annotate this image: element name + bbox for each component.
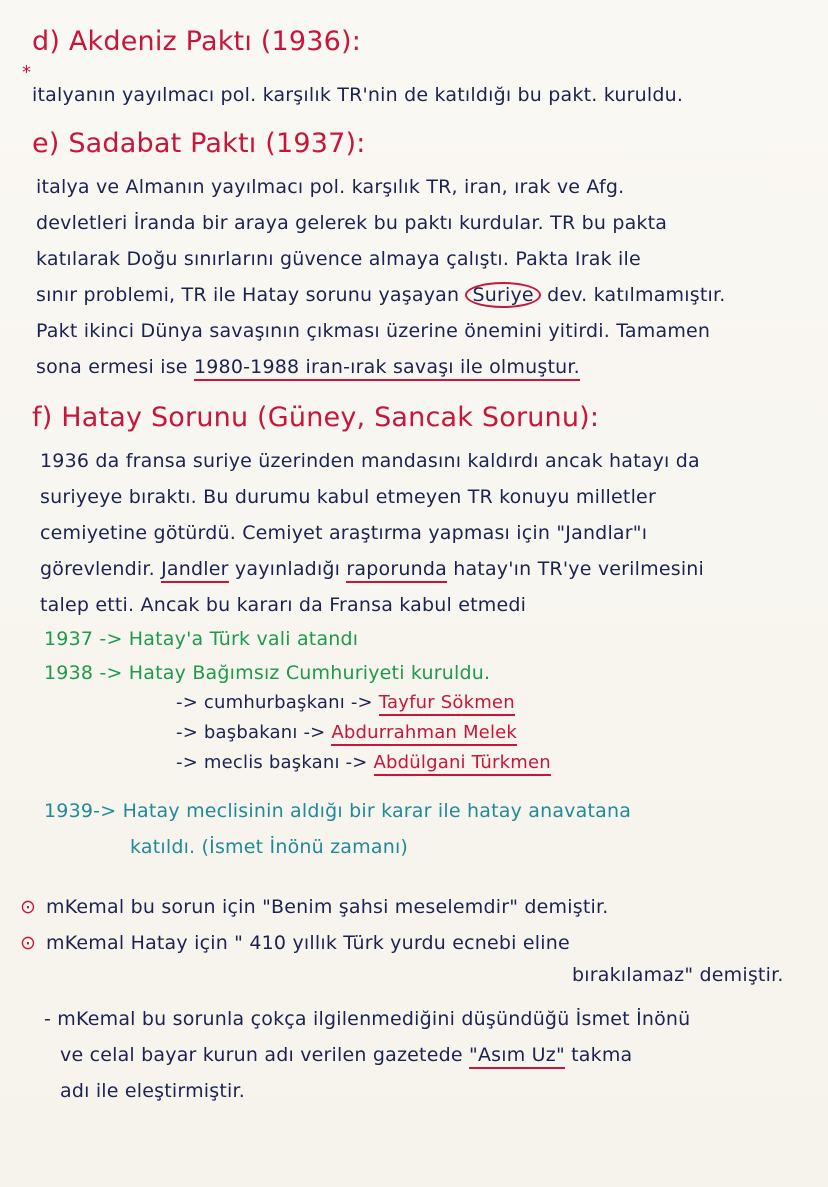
jandler-underlined: Jandler: [161, 558, 229, 583]
official-president-role: -> cumhurbaşkanı ->: [176, 692, 373, 713]
section-f-line-1: 1936 da fransa suriye üzerinden mandasını kaldırdı ancak hatayı da: [40, 450, 700, 472]
section-e-line-4-text: sınır problemi, TR ile Hatay sorunu yaşayan: [36, 284, 460, 306]
section-f-line-4: [40, 558, 704, 580]
note-1: mKemal bu sorun için "Benim şahsi meselemdir" demiştir.: [46, 896, 609, 918]
note-3-line-2: [60, 1044, 632, 1066]
star-mark: *: [22, 62, 32, 83]
section-e-line-2: devletleri İranda bir araya gelerek bu paktı kurdular. TR bu pakta: [36, 212, 668, 234]
year-1939-line-2: katıldı. (İsmet İnönü zamanı): [130, 836, 409, 858]
note-2-mark: ⊙: [20, 932, 37, 954]
asim-uz-underlined: "Asım Uz": [469, 1044, 565, 1069]
note-3-line-3: adı ile eleştirmiştir.: [60, 1080, 245, 1102]
note-3-line-2-post: takma: [571, 1044, 633, 1066]
section-d-text: italyanın yayılmacı pol. karşılık TR'nin de katıldığı bu pakt. kuruldu.: [32, 84, 684, 106]
section-e-line-6-text: sona ermesi ise: [36, 356, 188, 378]
note-3-line-2-pre: ve celal bayar kurun adı verilen gazetede: [60, 1044, 463, 1066]
section-f-line-5: talep etti. Ancak bu kararı da Fransa kabul etmedi: [40, 594, 527, 616]
year-1937: 1937 -> Hatay'a Türk vali atandı: [44, 628, 359, 650]
official-pm: [176, 722, 517, 743]
official-pm-role: -> başbakanı ->: [176, 722, 326, 743]
official-speaker-role: -> meclis başkanı ->: [176, 752, 368, 773]
year-1938: 1938 -> Hatay Bağımsız Cumhuriyeti kuruldu.: [44, 662, 491, 684]
section-e-line-5: Pakt ikinci Dünya savaşının çıkması üzerine önemini yitirdi. Tamamen: [36, 320, 711, 342]
section-e-line-3: katılarak Doğu sınırlarını güvence almaya çalıştı. Pakta Irak ile: [36, 248, 641, 270]
circled-suriye: Suriye: [465, 282, 540, 308]
section-e-line-4-end: dev. katılmamıştır.: [547, 284, 726, 306]
official-pm-name: Abdurrahman Melek: [331, 722, 517, 746]
note-2-line-1: mKemal Hatay için " 410 yıllık Türk yurdu ecnebi eline: [46, 932, 570, 954]
section-e-line-6: [36, 356, 580, 378]
section-d-heading: d) Akdeniz Paktı (1936):: [32, 26, 362, 57]
note-1-mark: ⊙: [20, 896, 37, 918]
report-underlined: raporunda: [346, 558, 447, 583]
section-e-line-1: italya ve Almanın yayılmacı pol. karşılık TR, iran, ırak ve Afg.: [36, 176, 625, 198]
official-speaker-name: Abdülgani Türkmen: [374, 752, 551, 776]
year-1939-line-1: 1939-> Hatay meclisinin aldığı bir karar ile hatay anavatana: [44, 800, 632, 822]
official-speaker: [176, 752, 551, 773]
official-president: [176, 692, 515, 713]
section-f-line-4-text: görevlendir.: [40, 558, 155, 580]
section-f-heading: f) Hatay Sorunu (Güney, Sancak Sorunu):: [32, 402, 600, 433]
war-underlined: 1980-1988 iran-ırak savaşı ile olmuştur.: [194, 356, 580, 381]
note-3-line-1: - mKemal bu sorunla çokça ilgilenmediğini düşündüğü İsmet İnönü: [44, 1008, 691, 1030]
section-f-line-4-end: hatay'ın TR'ye verilmesini: [453, 558, 705, 580]
section-f-line-2: suriyeye bıraktı. Bu durumu kabul etmeyen TR konuyu milletler: [40, 486, 656, 508]
official-president-name: Tayfur Sökmen: [379, 692, 515, 716]
note-2-line-2: bırakılamaz" demiştir.: [572, 964, 784, 986]
published-text: yayınladığı: [234, 558, 341, 580]
section-e-line-4: [36, 284, 725, 306]
section-e-heading: e) Sadabat Paktı (1937):: [32, 128, 366, 159]
section-f-line-3: cemiyetine götürdü. Cemiyet araştırma yapması için "Jandlar"ı: [40, 522, 648, 544]
